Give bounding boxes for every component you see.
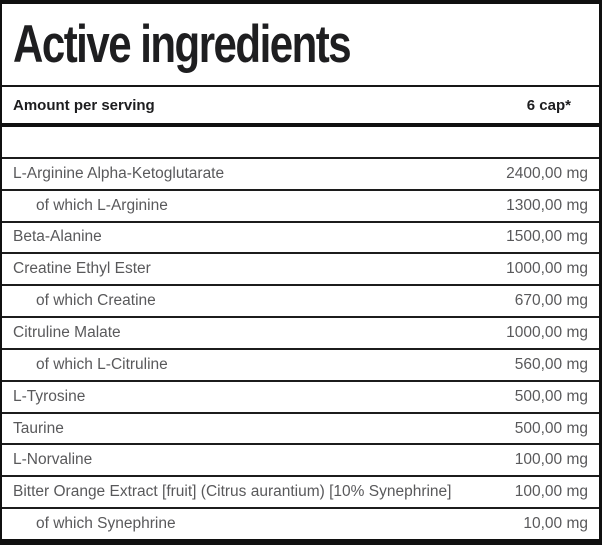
panel-title-bar (2, 4, 599, 85)
table-row (2, 382, 599, 414)
table-row (2, 414, 599, 446)
table-row (2, 254, 599, 286)
ingredients-table (2, 127, 599, 539)
ingredient-amount: 1300,00 mg (506, 196, 588, 214)
table-subrow (2, 509, 599, 539)
ingredient-name: Bitter Orange Extract [fruit] (Citrus aurantium) [10% Synephrine] (13, 483, 452, 501)
ingredient-name: of which L-Citruline (36, 355, 168, 373)
table-subrow (2, 191, 599, 223)
ingredient-amount: 500,00 mg (514, 387, 588, 405)
ingredient-name: Citruline Malate (13, 323, 121, 341)
ingredient-name: Taurine (13, 419, 64, 437)
table-subrow (2, 350, 599, 382)
table-header-row (2, 85, 599, 127)
ingredient-name: of which Creatine (36, 292, 156, 310)
ingredient-name: of which L-Arginine (36, 196, 168, 214)
ingredient-amount: 2400,00 mg (506, 164, 588, 182)
ingredient-name: Beta-Alanine (13, 228, 102, 246)
table-row (2, 318, 599, 350)
panel-title: Active ingredients (13, 13, 351, 73)
header-amount-per-serving: Amount per serving (13, 96, 155, 114)
table-row (2, 445, 599, 477)
ingredient-amount: 1000,00 mg (506, 260, 588, 278)
ingredient-name: of which Synephrine (36, 515, 176, 533)
ingredient-amount: 670,00 mg (514, 292, 588, 310)
ingredient-amount: 100,00 mg (514, 451, 588, 469)
ingredient-amount: 500,00 mg (514, 419, 588, 437)
ingredient-name: L-Tyrosine (13, 387, 86, 405)
ingredient-amount: 1000,00 mg (506, 323, 588, 341)
table-row (2, 223, 599, 255)
ingredient-amount: 560,00 mg (514, 355, 588, 373)
table-subrow (2, 286, 599, 318)
spacer-row (2, 127, 599, 159)
ingredient-name: L-Arginine Alpha-Ketoglutarate (13, 164, 225, 182)
ingredient-name: L-Norvaline (13, 451, 93, 469)
table-row (2, 159, 599, 191)
ingredient-amount: 100,00 mg (514, 483, 588, 501)
header-serving-size: 6 cap* (526, 96, 571, 114)
ingredient-amount: 1500,00 mg (506, 228, 588, 246)
ingredient-name: Creatine Ethyl Ester (13, 260, 151, 278)
table-row (2, 477, 599, 509)
ingredient-amount: 10,00 mg (523, 515, 588, 533)
